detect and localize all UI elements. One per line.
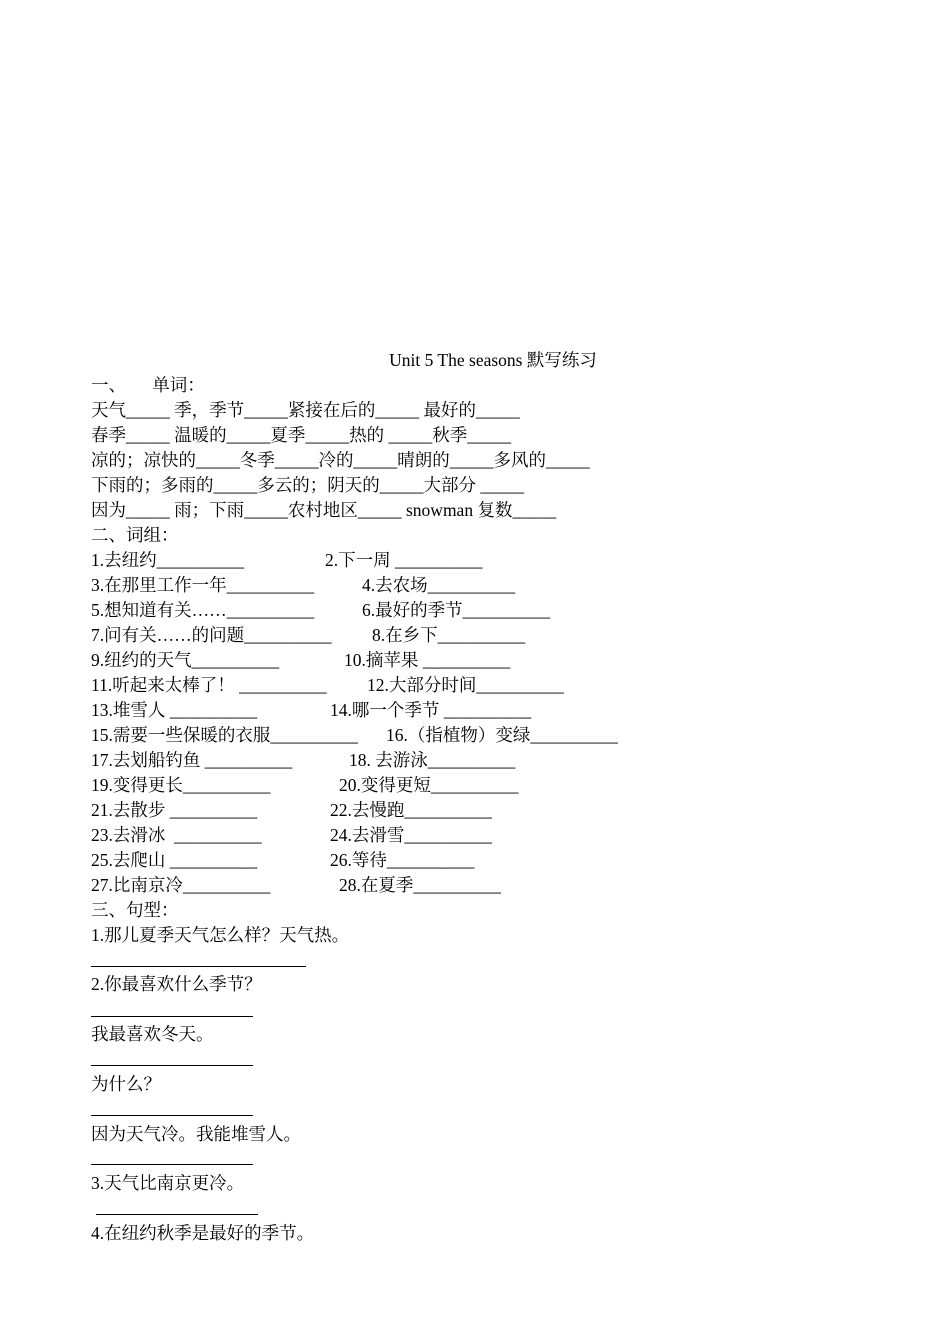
- phrase-right: 10.摘苹果 __________: [344, 650, 511, 670]
- phrase-right: 12.大部分时间__________: [367, 675, 564, 695]
- phrase-left: 19.变得更长__________: [91, 775, 271, 795]
- phrase-right: 14.哪一个季节 __________: [330, 700, 532, 720]
- phrase-left: 1.去纽约__________: [91, 550, 245, 570]
- answer-line[interactable]: [91, 1016, 253, 1017]
- phrase-row: [91, 698, 532, 723]
- answer-line[interactable]: [91, 1115, 253, 1116]
- phrase-row: [91, 748, 516, 773]
- phrase-right: 26.等待__________: [330, 850, 475, 870]
- word-line: 凉的；凉快的_____冬季_____冷的_____晴朗的_____多风的_____: [91, 450, 590, 470]
- word-line: 下雨的；多雨的_____多云的；阴天的_____大部分 _____: [91, 475, 525, 495]
- phrase-row: [91, 823, 492, 848]
- phrase-right: 24.去滑雪__________: [330, 825, 492, 845]
- phrase-left: 3.在那里工作一年__________: [91, 575, 315, 595]
- sentence-prompt: 我最喜欢冬天。: [91, 1024, 214, 1044]
- sentence-prompt: 1.那儿夏季天气怎么样？天气热。: [91, 925, 350, 945]
- answer-line[interactable]: [91, 1065, 253, 1066]
- word-line: 因为_____ 雨；下雨_____农村地区_____ snowman 复数_____: [91, 500, 557, 520]
- section-1-heading: 一、 单词：: [91, 375, 205, 395]
- answer-line[interactable]: [91, 966, 306, 967]
- sentence-prompt: 2.你最喜欢什么季节？: [91, 974, 262, 994]
- phrase-left: 21.去散步 __________: [91, 800, 258, 820]
- phrase-row: [91, 573, 516, 598]
- phrase-row: [91, 673, 564, 698]
- phrase-row: [91, 598, 551, 623]
- section-2-heading: 二、词组：: [91, 525, 179, 545]
- phrase-left: 11.听起来太棒了！ __________: [91, 675, 327, 695]
- phrase-right: 16.（指植物）变绿__________: [386, 725, 618, 745]
- phrase-row: [91, 773, 519, 798]
- phrase-right: 2.下一周 __________: [325, 550, 483, 570]
- sentence-prompt: 因为天气冷。我能堆雪人。: [91, 1124, 301, 1144]
- phrase-row: [91, 848, 475, 873]
- phrase-row: [91, 623, 526, 648]
- word-line: 天气_____ 季，季节_____紧接在后的_____ 最好的_____: [91, 400, 520, 420]
- sentence-prompt: 3.天气比南京更冷。: [91, 1173, 245, 1193]
- phrase-right: 8.在乡下__________: [372, 625, 526, 645]
- phrase-right: 28.在夏季__________: [339, 875, 501, 895]
- phrase-left: 9.纽约的天气__________: [91, 650, 280, 670]
- phrase-right: 22.去慢跑__________: [330, 800, 492, 820]
- phrase-left: 13.堆雪人 __________: [91, 700, 258, 720]
- phrase-left: 17.去划船钓鱼 __________: [91, 750, 293, 770]
- phrase-right: 4.去农场__________: [362, 575, 516, 595]
- phrase-right: 20.变得更短__________: [339, 775, 519, 795]
- phrase-left: 15.需要一些保暖的衣服__________: [91, 725, 358, 745]
- answer-line[interactable]: [96, 1214, 258, 1215]
- phrase-row: [91, 723, 618, 748]
- phrase-left: 27.比南京冷__________: [91, 875, 271, 895]
- phrase-row: [91, 798, 492, 823]
- sentence-prompt: 为什么？: [91, 1074, 161, 1094]
- phrase-right: 6.最好的季节__________: [362, 600, 551, 620]
- worksheet-title: Unit 5 The seasons 默写练习: [389, 350, 597, 370]
- phrase-row: [91, 648, 511, 673]
- sentence-prompt: 4.在纽约秋季是最好的季节。: [91, 1223, 315, 1243]
- answer-line[interactable]: [91, 1164, 253, 1165]
- phrase-left: 23.去滑冰 __________: [91, 825, 262, 845]
- phrase-left: 25.去爬山 __________: [91, 850, 258, 870]
- phrase-left: 7.问有关……的问题__________: [91, 625, 332, 645]
- phrase-row: [91, 548, 483, 573]
- phrase-right: 18. 去游泳__________: [349, 750, 516, 770]
- phrase-left: 5.想知道有关……__________: [91, 600, 315, 620]
- section-3-heading: 三、句型：: [91, 900, 179, 920]
- word-line: 春季_____ 温暖的_____夏季_____热的 _____秋季_____: [91, 425, 511, 445]
- phrase-row: [91, 873, 501, 898]
